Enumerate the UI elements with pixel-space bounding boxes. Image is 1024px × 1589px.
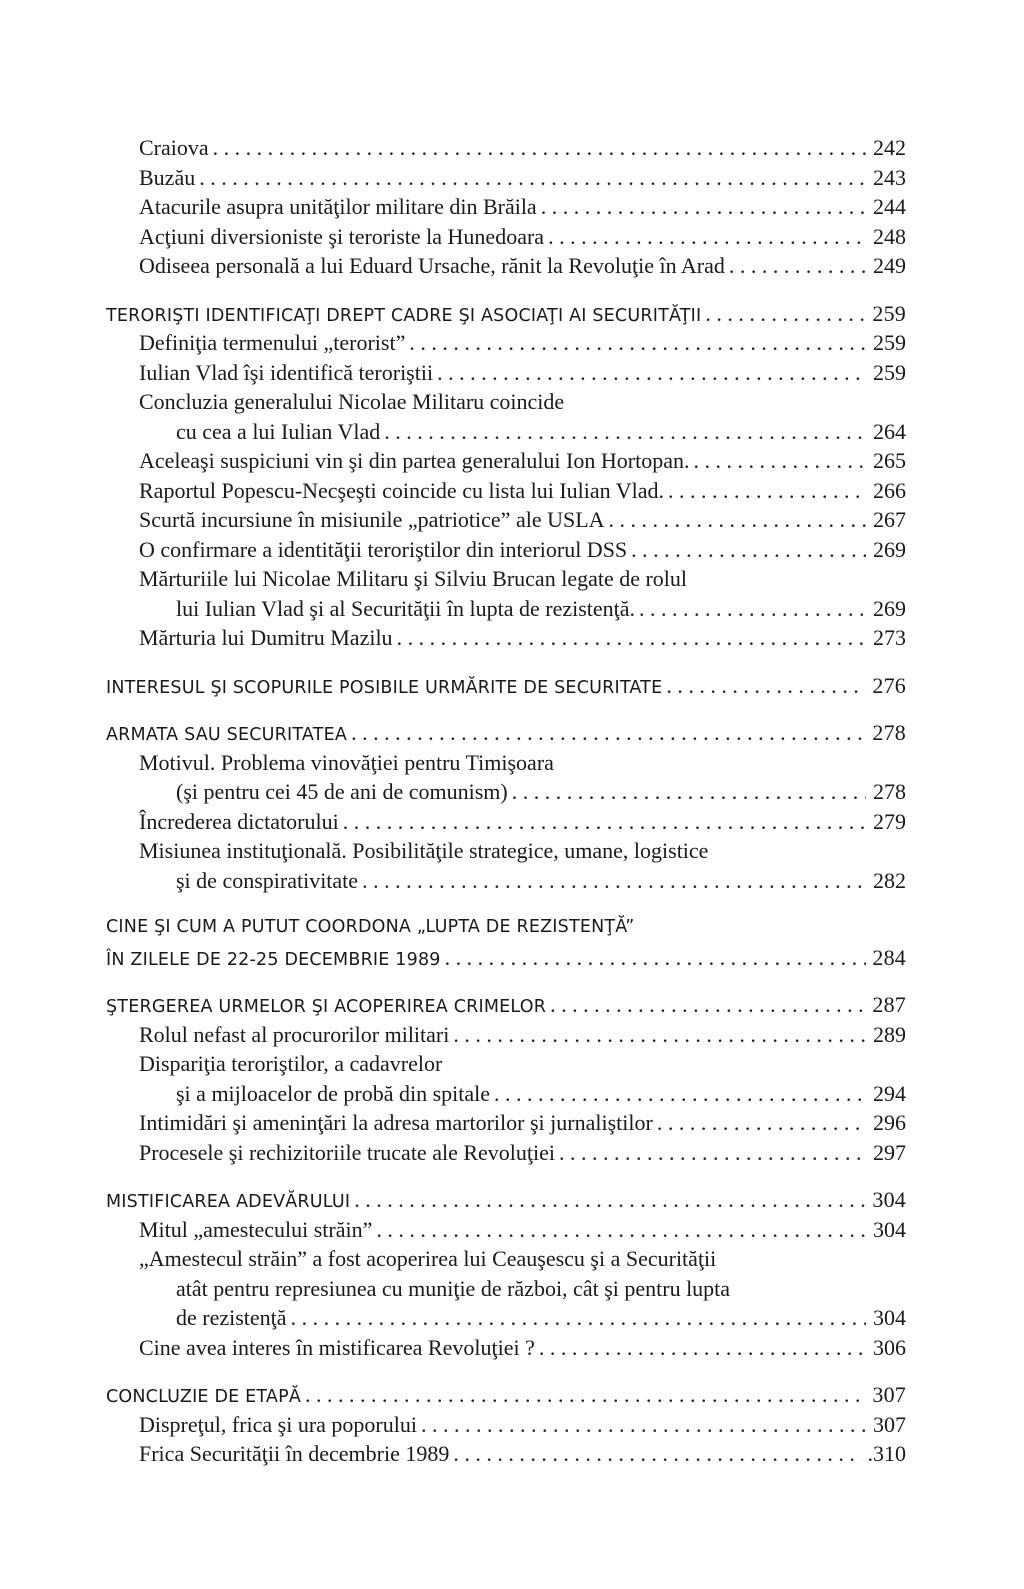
page-number: 269 (873, 536, 906, 562)
section-spacer (106, 895, 906, 913)
toc-entry[interactable] (106, 1410, 906, 1440)
entry-title: Atacurile asupra unităţilor militare din Brăila (139, 194, 537, 219)
toc-entry[interactable] (106, 535, 906, 565)
dot-leader (384, 417, 866, 447)
section-spacer (106, 653, 906, 671)
section-spacer (106, 1362, 906, 1380)
page-number: .310 (867, 1441, 906, 1466)
toc-entry[interactable] (106, 1439, 906, 1469)
dot-leader (666, 671, 866, 701)
page-number: 244 (873, 194, 906, 219)
entry-title: Motivul. Problema vinovăţiei pentru Timişoara (139, 749, 554, 775)
toc-entry[interactable] (106, 387, 906, 446)
dot-leader (550, 990, 866, 1020)
entry-title: şi a mijloacelor de probă din spitale (176, 1080, 491, 1106)
dot-leader (453, 1020, 866, 1050)
toc-entry[interactable] (106, 564, 906, 623)
entry-title: Odiseea personală a lui Eduard Ursache, rănit la Revoluţie în Arad (139, 253, 725, 278)
page-number: 279 (873, 808, 906, 834)
dot-leader (639, 594, 866, 624)
toc-entry[interactable] (106, 192, 906, 222)
entry-title: Scurtă incursiune în misiunile „patriotice” ale USLA (139, 507, 605, 532)
toc-entry[interactable] (106, 1215, 906, 1245)
dot-leader (291, 1303, 866, 1333)
page-number: 273 (873, 625, 906, 650)
dot-leader (512, 777, 866, 807)
dot-leader (539, 1333, 866, 1363)
page-number: 276 (872, 672, 906, 698)
entry-title: Cine avea interes în mistificarea Revoluţiei ? (139, 1334, 535, 1360)
toc-entry[interactable] (106, 476, 906, 506)
dot-leader (343, 807, 866, 837)
dot-leader (559, 1138, 866, 1168)
dot-leader (437, 358, 866, 388)
dot-leader (657, 1108, 866, 1138)
toc-entry[interactable] (106, 1108, 906, 1138)
section-spacer (106, 281, 906, 299)
page-number: 259 (873, 330, 906, 355)
entry-title: Frica Securităţii în decembrie 1989 (139, 1441, 450, 1466)
toc-entry[interactable] (106, 1020, 906, 1050)
page-number: 304 (873, 1216, 906, 1242)
dot-leader (409, 328, 866, 358)
toc-section[interactable] (106, 718, 906, 748)
dot-leader (541, 192, 866, 222)
section-title: INTERESUL ŞI SCOPURILE POSIBILE URMĂRITE DE SECURITATE (106, 677, 663, 698)
dot-leader (609, 505, 866, 535)
page-number: 297 (873, 1139, 906, 1165)
entry-title: Dispariţia teroriştilor, a cadavrelor (139, 1051, 443, 1076)
entry-title: Intimidări şi ameninţări la adresa martorilor şi jurnaliştilor (139, 1110, 653, 1135)
entry-title: şi de conspirativitate (176, 867, 359, 893)
dot-leader (445, 943, 866, 973)
entry-title: Dispreţul, frica şi ura poporului (139, 1411, 417, 1437)
toc-entry[interactable] (106, 505, 906, 535)
toc-entry[interactable] (106, 358, 906, 388)
page-number: 307 (872, 1382, 906, 1407)
page-number: 304 (872, 1187, 906, 1212)
entry-title: Rolul nefast al procurorilor militari (139, 1021, 450, 1047)
toc-entry[interactable] (106, 163, 906, 193)
dot-leader (351, 718, 866, 748)
dot-leader (548, 222, 866, 252)
section-spacer (106, 1167, 906, 1185)
entry-title: Încrederea dictatorului (139, 808, 339, 834)
toc-section[interactable] (106, 1380, 906, 1410)
page-number: 259 (872, 300, 906, 326)
section-title: ÎN ZILELE DE 22-25 DECEMBRIE 1989 (106, 949, 441, 970)
dot-leader (494, 1079, 866, 1109)
dot-leader (729, 251, 866, 281)
page-number: 267 (873, 507, 906, 532)
toc-entry[interactable] (106, 1138, 906, 1168)
toc-entry[interactable] (106, 328, 906, 358)
page-number: 249 (873, 253, 906, 278)
dot-leader (354, 1185, 866, 1215)
dot-leader (199, 163, 866, 193)
toc-entry[interactable] (106, 222, 906, 252)
table-of-contents (106, 133, 906, 1469)
entry-title: (şi pentru cei 45 de ani de comunism) (176, 779, 508, 804)
section-title: CINE ŞI CUM A PUTUT COORDONA „LUPTA DE REZISTENŢĂ” (106, 917, 635, 937)
section-title: ŞTERGEREA URMELOR ŞI ACOPERIREA CRIMELOR (106, 997, 547, 1017)
dot-leader (631, 535, 866, 565)
dot-leader (705, 299, 866, 329)
toc-entry[interactable] (106, 623, 906, 653)
page-number: 287 (872, 992, 906, 1017)
dot-leader (376, 1215, 866, 1245)
page-number: 278 (872, 720, 906, 745)
page-number: 259 (873, 359, 906, 385)
toc-section[interactable] (106, 299, 906, 329)
dot-leader (668, 476, 866, 506)
entry-title: de rezistenţă (176, 1305, 287, 1330)
entry-title: Mărturia lui Dumitru Mazilu (139, 625, 393, 650)
toc-entry[interactable] (106, 251, 906, 281)
entry-title: O confirmare a identităţii teroriştilor din interiorul DSS (139, 536, 628, 562)
dot-leader (397, 623, 866, 653)
page-number: 282 (873, 867, 906, 893)
toc-section[interactable] (106, 671, 906, 701)
entry-title: Iulian Vlad îşi identifică teroriştii (139, 359, 434, 385)
entry-title: Concluzia generalului Nicolae Militaru coincide (139, 389, 565, 414)
page-number: 284 (872, 944, 906, 970)
toc-entry[interactable] (106, 836, 906, 895)
page-number: 278 (873, 779, 906, 804)
page-number: 304 (873, 1305, 906, 1330)
entry-title: Misiunea instituţională. Posibilităţile strategice, umane, logistice (139, 838, 709, 863)
toc-section[interactable] (106, 1185, 906, 1215)
page-number: 243 (873, 164, 906, 190)
section-title: ARMATA SAU SECURITATEA (106, 725, 348, 745)
dot-leader (453, 1439, 861, 1469)
dot-leader (362, 866, 866, 896)
entry-title: „Amestecul străin” a fost acoperirea lui Ceauşescu şi a Securităţii (139, 1246, 717, 1271)
dot-leader (213, 133, 866, 163)
entry-title: atât pentru represiunea cu muniţie de război, cât şi pentru lupta (176, 1275, 731, 1301)
toc-section[interactable] (106, 913, 906, 972)
toc-entry[interactable] (106, 748, 906, 807)
page-number: 264 (873, 418, 906, 444)
section-title: MISTIFICAREA ADEVĂRULUI (106, 1192, 351, 1212)
toc-entry[interactable] (106, 1244, 906, 1333)
page-number: 294 (873, 1080, 906, 1106)
entry-title: Mitul „amestecului străin” (139, 1216, 373, 1242)
page-number: 266 (873, 477, 906, 503)
page-number: 248 (873, 223, 906, 249)
toc-entry[interactable] (106, 807, 906, 837)
page-number: 296 (873, 1110, 906, 1135)
page-number: 265 (873, 448, 906, 473)
toc-entry[interactable] (106, 446, 906, 476)
dot-leader (305, 1380, 866, 1410)
toc-entry[interactable] (106, 133, 906, 163)
dot-leader (693, 446, 866, 476)
toc-section[interactable] (106, 990, 906, 1020)
entry-title: Aceleaşi suspiciuni vin şi din partea generalului Ion Hortopan. (139, 448, 690, 473)
page-number: 307 (873, 1411, 906, 1437)
entry-title: Procesele şi rechizitoriile trucate ale Revoluţiei (139, 1139, 555, 1165)
entry-title: Mărturiile lui Nicolae Militaru şi Silviu Brucan legate de rolul (139, 566, 688, 591)
page-number: 289 (873, 1021, 906, 1047)
entry-title: lui Iulian Vlad şi al Securităţii în lupta de rezistenţă. (176, 595, 636, 621)
entry-title: cu cea a lui Iulian Vlad (176, 418, 381, 444)
entry-title: Definiţia termenului „terorist” (139, 330, 406, 355)
section-title: TERORIŞTI IDENTIFICAŢI DREPT CADRE ŞI ASOCIAŢI AI SECURITĂŢII (106, 305, 702, 326)
section-title: CONCLUZIE DE ETAPĂ (106, 1387, 302, 1407)
entry-title: Raportul Popescu-Necşeşti coincide cu lista lui Iulian Vlad. (139, 477, 665, 503)
page-number: 269 (873, 595, 906, 621)
dot-leader (421, 1410, 866, 1440)
entry-title: Acţiuni diversioniste şi teroriste la Hunedoara (139, 223, 545, 249)
page-number: 242 (873, 135, 906, 160)
page-number: 306 (873, 1334, 906, 1360)
toc-entry[interactable] (106, 1333, 906, 1363)
entry-title: Buzău (139, 164, 196, 190)
entry-title: Craiova (139, 135, 209, 160)
toc-entry[interactable] (106, 1049, 906, 1108)
